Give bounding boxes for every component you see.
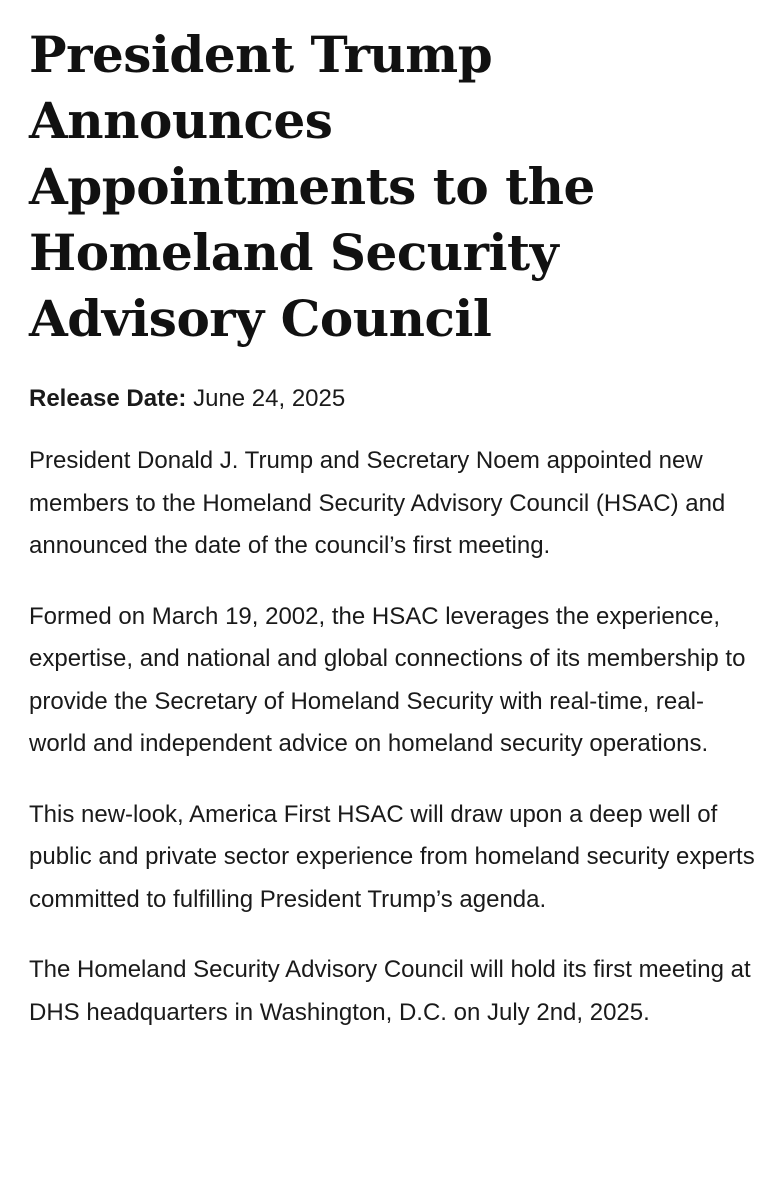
- release-date-value: June 24, 2025: [193, 385, 346, 412]
- release-date-label: Release Date:: [29, 385, 187, 412]
- release-date-line: [29, 382, 759, 416]
- press-release-article: [29, 22, 759, 1034]
- page-title: President Trump Announces Appointments to the Homeland Security Advisory Council: [29, 25, 595, 348]
- paragraph-america-first: This new-look, America First HSAC will draw upon a deep well of public and private sector experience from homeland security experts committed to fulfilling President Trump’s agenda.: [29, 800, 755, 913]
- paragraph-appointment: President Donald J. Trump and Secretary Noem appointed new members to the Homeland Security Advisory Council (HSAC) and announced the date of the council’s first meeting.: [29, 447, 726, 559]
- paragraph-hsac-background: Formed on March 19, 2002, the HSAC leverages the experience, expertise, and national and global connections of its membership to provide the Secretary of Homeland Security with real-time, real-world and independent advice on homeland security operations.: [29, 602, 746, 757]
- paragraph-first-meeting: The Homeland Security Advisory Council will hold its first meeting at DHS headquarters in Washington, D.C. on July 2nd, 2025.: [29, 956, 751, 1026]
